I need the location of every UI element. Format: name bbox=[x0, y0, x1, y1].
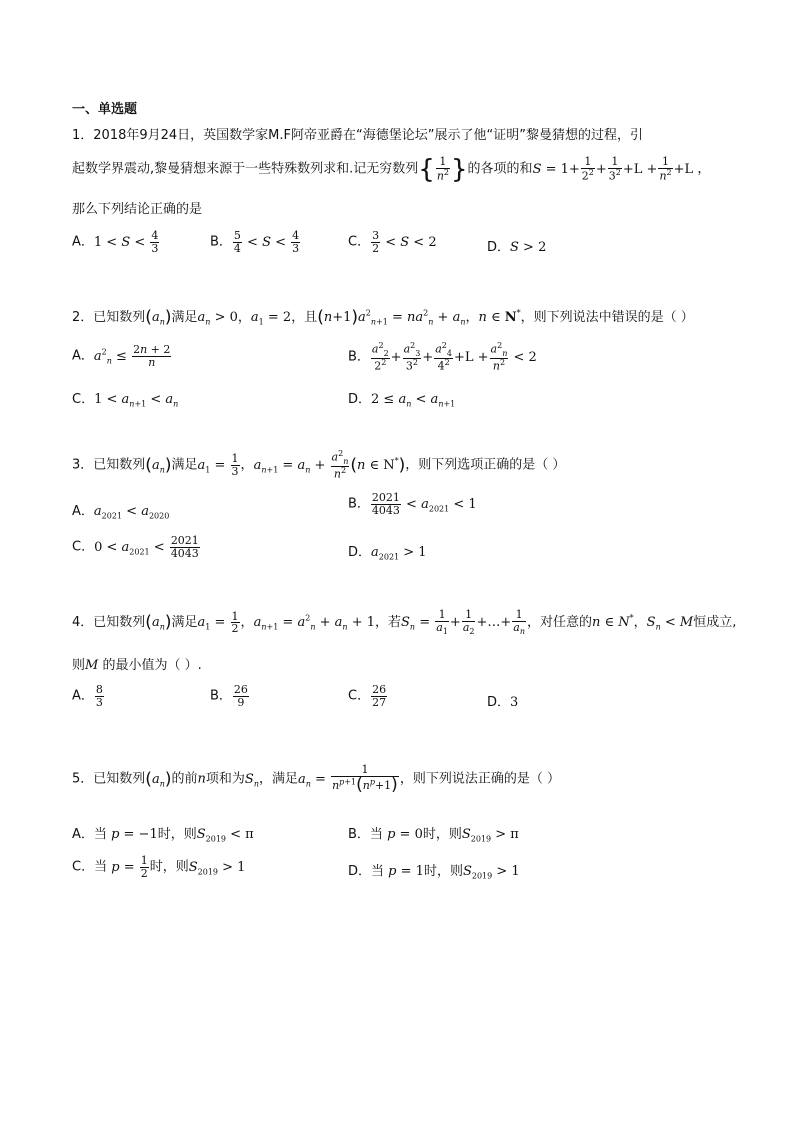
q1-option-a-label: A． bbox=[72, 234, 94, 250]
q4-number: 4． bbox=[72, 615, 94, 631]
q5-option-b-label: B． bbox=[348, 827, 370, 842]
q3-option-d-label: D． bbox=[348, 545, 372, 560]
q2-text-6: ，则下列说法中错误的是（ ） bbox=[520, 310, 694, 325]
q4-text-2: 满足 bbox=[171, 615, 198, 631]
q4-text-7: 恒成立, bbox=[693, 615, 737, 631]
q3-option-d: D．$a_{2021} > 1$ bbox=[348, 545, 427, 562]
q1-option-a: A．1 < S < $\frac{4}{3}$ bbox=[72, 229, 159, 255]
q3-option-c-label: C． bbox=[72, 539, 95, 555]
q3-option-b: B． $\frac{2021}{4043}$ < $a_{2021} < 1$ bbox=[348, 491, 477, 517]
q1-option-d: D．S > 2 bbox=[487, 240, 547, 255]
q4-text-8: 则 bbox=[72, 658, 86, 673]
section-title: 一、单选题 bbox=[72, 102, 138, 117]
q5-stem: 5．已知数列$(a_n)$的前n项和为$S_n$，满足$a_n$ = $\frac{1}{n^{p+1}(n^p+1)}$ ，则下列说法正确的是（ ） bbox=[72, 763, 560, 795]
q2-option-d: D．$2 \le a_n < a_{n+1}$ bbox=[348, 392, 456, 409]
q3-text-1: 已知数列 bbox=[93, 457, 146, 473]
q5-text-1: 已知数列 bbox=[93, 771, 146, 787]
q4-text-4: ，若 bbox=[375, 615, 402, 631]
q1-text-2c: ， bbox=[697, 161, 711, 177]
q5-option-a-label: A． bbox=[72, 827, 94, 842]
q5-option-b: B．当 p = 0时，则$S_{2019} > \pi$ bbox=[348, 827, 519, 844]
q3-text-2: 满足 bbox=[171, 457, 198, 473]
q5-c-when: 当 bbox=[94, 859, 108, 875]
q5-a-then: 时，则 bbox=[157, 827, 197, 842]
q2-option-d-label: D． bbox=[348, 392, 372, 407]
q1-sequence: { $\frac{1}{n^2}$ } bbox=[418, 154, 468, 184]
q5-b-then: 时，则 bbox=[422, 827, 462, 842]
q2-text-3: ， bbox=[237, 310, 251, 325]
q5-option-c-label: C． bbox=[72, 859, 95, 875]
q5-option-c: C．当 p = $\frac{1}{2}$ 时，则$S_{2019} > 1$ bbox=[72, 854, 246, 880]
q4-stem: 4．已知数列$(a_n)$满足$a_1$ = $\frac{1}{2}$ ，$a_{n+1} = a^2_n + a_n + 1$，若$S_n$ = $\frac{1}{a_1}$ + $\frac{1}{a_2}$ +…+ $\frac{1}{a_n}$ ，对任意的n ∈ N*，$S_n < M$恒成立, bbox=[72, 608, 737, 636]
q4-option-d-label: D． bbox=[487, 695, 511, 710]
q5-number: 5． bbox=[72, 771, 94, 787]
q2-text-5: ， bbox=[465, 310, 479, 325]
q5-text-5: ，则下列说法正确的是（ ） bbox=[399, 771, 560, 787]
q5-option-d: D．当 p = 1时，则$S_{2019} > 1$ bbox=[348, 864, 520, 881]
q4-option-c: C． $\frac{26}{27}$ bbox=[348, 683, 387, 709]
q5-d-when: 当 bbox=[371, 864, 385, 879]
q3-option-a-label: A． bbox=[72, 504, 94, 519]
q2-option-c: C．$1 < a_{n+1} < a_n$ bbox=[72, 392, 179, 409]
q2-text-4: ，且 bbox=[291, 310, 318, 325]
q2-option-b-label: B． bbox=[348, 349, 370, 365]
q5-option-a: A．当 p = −1时，则$S_{2019} < \pi$ bbox=[72, 827, 254, 844]
q2-number: 2． bbox=[72, 310, 94, 325]
q5-d-then: 时，则 bbox=[423, 864, 463, 879]
q4-text-3: ， bbox=[240, 615, 254, 631]
q2-option-b: B． $\frac{a^2_2}{2^2}$ + $\frac{a^2_3}{3^2}$ + $\frac{a^2_4}{4^2}$ +L + $\frac{a^2_n}{n^2}$ < 2 bbox=[348, 341, 537, 373]
q3-number: 3． bbox=[72, 457, 94, 473]
q4-option-d-value: 3 bbox=[510, 695, 519, 710]
q3-option-c: C．$0 < a_{2021}$ < $\frac{2021}{4043}$ bbox=[72, 534, 199, 560]
q4-text-6: ， bbox=[633, 615, 647, 631]
q4-text-5: ，对任意的 bbox=[526, 615, 592, 631]
q4-option-a: A． $\frac{8}{3}$ bbox=[72, 683, 103, 709]
q5-a-when: 当 bbox=[93, 827, 107, 842]
q1-line1 bbox=[72, 124, 643, 143]
q5-text-4: ，满足 bbox=[258, 771, 298, 787]
q1-text-1: 2018年9月24日，英国数学家M.F阿帝亚爵在“海德堡论坛”展示了他“证明”黎曼猜想的过程，引 bbox=[93, 128, 643, 143]
q4-text-1: 已知数列 bbox=[93, 615, 146, 631]
q2-text-2: 满足 bbox=[171, 310, 198, 325]
q5-option-d-label: D． bbox=[348, 864, 372, 879]
q5-c-then: 时，则 bbox=[149, 859, 189, 875]
q2-option-a-label: A． bbox=[72, 348, 94, 364]
q5-text-2: 的前 bbox=[171, 771, 198, 787]
q4-option-c-label: C． bbox=[348, 688, 371, 704]
q1-text-2a: 起数学界震动,黎曼猜想来源于一些特殊数列求和.记无穷数列 bbox=[72, 161, 419, 177]
q2-stem: 2．已知数列$(a_n)$满足$a_n > 0$，$a_1 = 2$，且$(n+1)a^2_{n+1} = na^2_n + a_n$，n ∈ N*，则下列说法中错误的是（ ） bbox=[72, 307, 694, 328]
q1-line2 bbox=[72, 154, 710, 184]
q3-text-4: ，则下列选项正确的是（ ） bbox=[405, 457, 566, 473]
q5-text-3: 项和为 bbox=[205, 771, 245, 787]
q1-text-2b: 的各项的和 bbox=[467, 161, 533, 177]
q3-option-a: A．$a_{2021} < a_{2020}$ bbox=[72, 504, 170, 521]
q1-option-c: C． $\frac{3}{2}$ < S < 2 bbox=[348, 229, 437, 255]
q4-option-d bbox=[487, 691, 518, 710]
q4-text-9: 的最小值为（ ）. bbox=[102, 658, 202, 673]
q1-option-c-label: C． bbox=[348, 234, 371, 250]
q3-stem: 3．已知数列$(a_n)$满足$a_1$ = $\frac{1}{3}$ ，$a_{n+1} = a_n$ + $\frac{a^2_n}{n^2}$ (n ∈ N*)，则下列选项正确的是（ ） bbox=[72, 449, 566, 481]
q4-option-b: B． $\frac{26}{9}$ bbox=[210, 683, 248, 709]
q1-number: 1． bbox=[72, 128, 94, 143]
q1-option-d-label: D． bbox=[487, 240, 511, 255]
q3-option-b-label: B． bbox=[348, 496, 370, 512]
q1-option-b-label: B． bbox=[210, 234, 232, 250]
q4-option-b-label: B． bbox=[210, 688, 232, 704]
q4-option-a-label: A． bbox=[72, 688, 94, 704]
q1-line3: 那么下列结论正确的是 bbox=[72, 202, 203, 217]
q5-b-when: 当 bbox=[369, 827, 383, 842]
q1-sum-formula: S = 1+ $\frac{1}{2^2}$ + $\frac{1}{3^2}$ +L + $\frac{1}{n^2}$ +L bbox=[532, 155, 698, 183]
q2-option-a: A．$a^2_n$ ≤ $\frac{2n + 2}{n}$ bbox=[72, 343, 171, 369]
q2-option-c-label: C． bbox=[72, 392, 95, 407]
q3-text-3: ， bbox=[240, 457, 254, 473]
q1-option-b: B． $\frac{5}{4}$ < S < $\frac{4}{3}$ bbox=[210, 229, 300, 255]
q2-text-1: 已知数列 bbox=[93, 310, 146, 325]
q4-line2: 则M 的最小值为（ ）. bbox=[72, 658, 202, 673]
